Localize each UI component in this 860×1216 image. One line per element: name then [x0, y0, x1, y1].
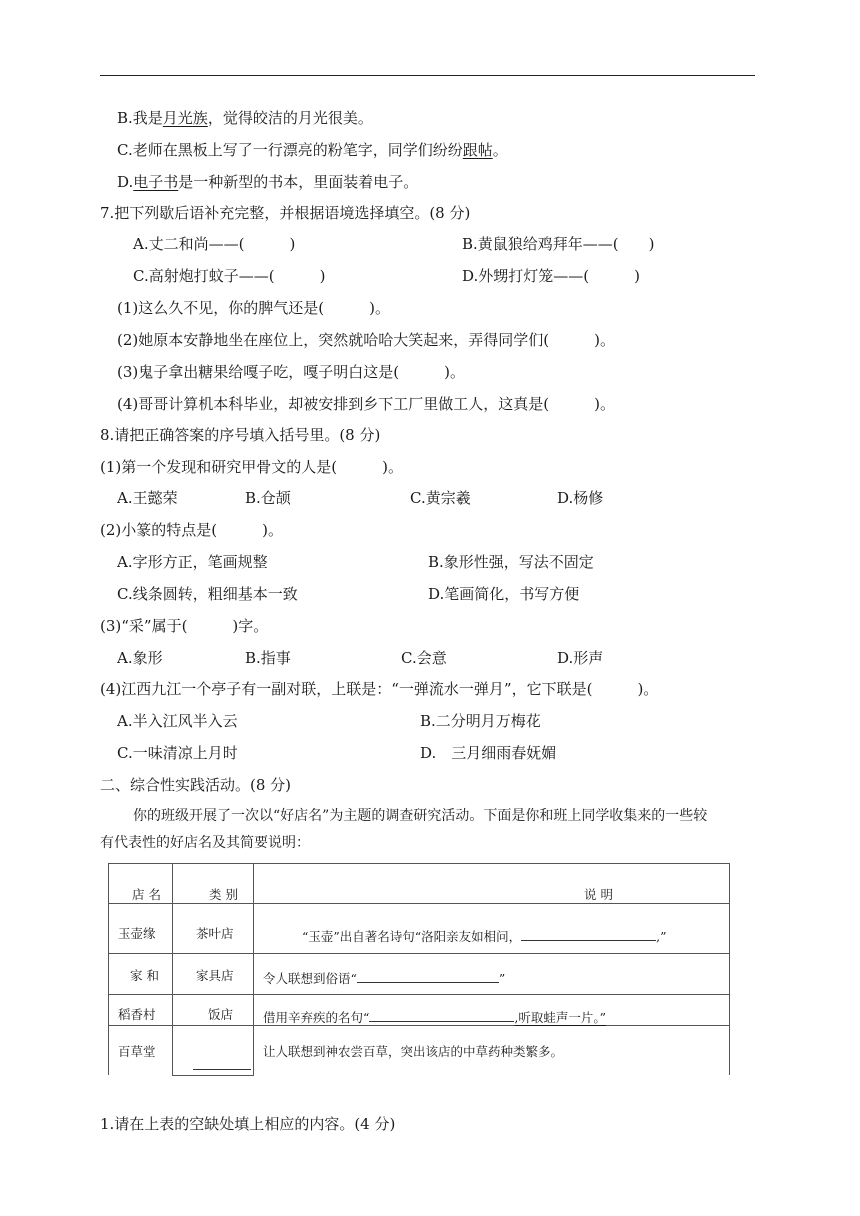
table-border-right: [729, 863, 730, 1075]
row1-category: 茶叶店: [196, 926, 234, 941]
section2-title: 二、综合性实践活动。(8 分): [100, 776, 292, 794]
q8-part-2: (2)小篆的特点是( )。: [100, 521, 283, 539]
q6-option-c-underlined: 跟帖: [462, 141, 493, 159]
q8-p1-option-d: D.杨修: [557, 489, 604, 507]
q8-p4-option-a: A.半入江风半入云: [117, 712, 238, 730]
header-category: 类 别: [209, 887, 238, 902]
q7-option-a: A.丈二和尚——( ): [133, 235, 296, 253]
section2-intro-line1: 你的班级开展了一次以“好店名”为主题的调查研究活动。下面是你和班上同学收集来的一些较: [133, 808, 708, 824]
q6-option-d: D.电子书是一种新型的书本，里面装着电子。: [117, 173, 419, 191]
row3-blank[interactable]: [369, 1007, 514, 1022]
top-rule: [100, 75, 755, 76]
table-bottom-partial: [172, 1075, 254, 1076]
row2-description: 令人联想到俗语“ ”: [263, 968, 505, 987]
row4-description: 让人联想到神农尝百草，突出该店的中草药种类繁多。: [263, 1044, 564, 1059]
row1-description: “玉壶”出自著名诗句“洛阳亲友如相问， ,”: [302, 926, 667, 945]
q8-part-3: (3)“采”属于( )字。: [100, 617, 269, 635]
section2-intro-line2: 有代表性的好店名及其简要说明：: [100, 835, 310, 851]
header-store-name: 店 名: [132, 887, 161, 902]
table-row-divider-2: [108, 953, 730, 954]
category-blank-line: [193, 1069, 251, 1070]
q8-part-1: (1)第一个发现和研究甲骨文的人是( )。: [100, 458, 403, 476]
q8-part-4: (4)江西九江一个亭子有一副对联，上联是：“一弹流水一弹月”，它下联是( )。: [100, 680, 659, 698]
question-1: 1.请在上表的空缺处填上相应的内容。(4 分): [100, 1115, 396, 1133]
row2-store-name: 家 和: [130, 968, 159, 983]
q8-p3-option-b: B.指事: [245, 649, 291, 667]
row4-store-name: 百草堂: [118, 1044, 156, 1059]
q7-sentence-3: (3)鬼子拿出糖果给嘎子吃，嘎子明白这是( )。: [117, 363, 465, 381]
q7-sentence-4: (4)哥哥计算机本科毕业，却被安排到乡下工厂里做工人，这真是( )。: [117, 395, 615, 413]
row3-category: 饭店: [208, 1007, 234, 1022]
row1-blank[interactable]: [521, 926, 656, 941]
q8-p3-option-c: C.会意: [401, 649, 447, 667]
row1-store-name: 玉壶缘: [118, 926, 156, 941]
table-row-divider-1: [108, 903, 730, 904]
q6-option-d-underlined: 电子书: [133, 173, 179, 191]
q8-p1-option-c: C.黄宗羲: [410, 489, 471, 507]
q8-p3-option-a: A.象形: [117, 649, 163, 667]
q8-p2-option-c: C.线条圆转，粗细基本一致: [117, 585, 298, 603]
q8-title: 8.请把正确答案的序号填入括号里。(8 分): [100, 426, 381, 444]
table-divider-1: [172, 863, 173, 1075]
row3-description: 借用辛弃疾的名句“ ,听取蛙声一片。”: [263, 1007, 606, 1026]
q8-p4-option-c: C.一味清凉上月时: [117, 744, 238, 762]
q7-sentence-1: (1)这么久不见，你的脾气还是( )。: [117, 299, 390, 317]
q8-p3-option-d: D.形声: [557, 649, 604, 667]
row3-store-name: 稻香村: [118, 1007, 156, 1022]
q7-option-c: C.高射炮打蚊子——( ): [133, 267, 326, 285]
table-divider-2: [253, 863, 254, 1075]
q8-p4-option-d: D. 三月细雨春妩媚: [420, 744, 557, 762]
q8-p1-option-b: B.仓颉: [245, 489, 291, 507]
q7-sentence-2: (2)她原本安静地坐在座位上，突然就哈哈大笑起来，弄得同学们( )。: [117, 331, 615, 349]
q7-option-d: D.外甥打灯笼——( ): [462, 267, 640, 285]
row2-blank[interactable]: [357, 968, 499, 983]
q7-title: 7.把下列歇后语补充完整，并根据语境选择填空。(8 分): [100, 204, 471, 222]
q6-option-b-underlined: 月光族: [162, 109, 208, 127]
q8-p4-option-b: B.二分明月万梅花: [420, 712, 541, 730]
table-border-left: [108, 863, 109, 1075]
table-border-top: [108, 863, 730, 864]
q8-p2-option-b: B.象形性强，写法不固定: [428, 553, 594, 571]
q6-option-b: B.我是月光族，觉得皎洁的月光很美。: [117, 109, 373, 127]
q8-p2-option-a: A.字形方正，笔画规整: [117, 553, 268, 571]
q6-option-c: C.老师在黑板上写了一行漂亮的粉笔字，同学们纷纷跟帖。: [117, 141, 508, 159]
table-row-divider-3: [108, 994, 730, 995]
q8-p1-option-a: A.王懿荣: [117, 489, 178, 507]
header-description: 说 明: [584, 887, 613, 902]
store-name-table: [108, 863, 730, 1075]
row2-category: 家具店: [196, 968, 234, 983]
q8-p2-option-d: D.笔画简化，书写方便: [428, 585, 580, 603]
q7-option-b: B.黄鼠狼给鸡拜年——( ): [462, 235, 655, 253]
